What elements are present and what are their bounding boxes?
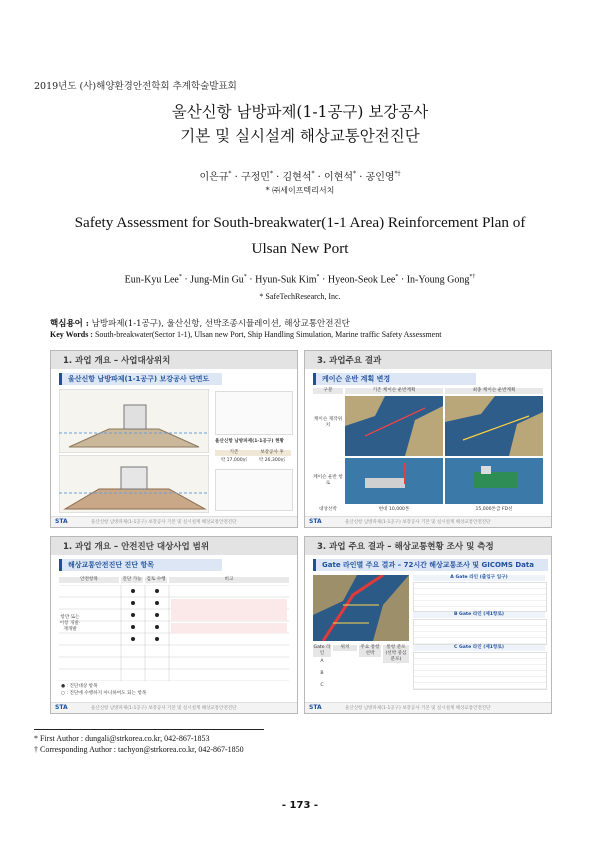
keywords-kr-label: 핵심용어 :	[50, 319, 89, 329]
slide1-col-after: 보강공사 후	[253, 450, 291, 456]
slide-header	[51, 351, 297, 369]
keywords-kr	[50, 317, 350, 329]
gate-b-table	[413, 619, 547, 645]
row-label-vessel: 대상선박	[319, 507, 337, 512]
slide-subtitle: 케이슨 운반 계획 변경	[322, 375, 391, 383]
slide-subtitle: Gate 라인별 주요 결과 – 72시간 해상교통조사 및 GICOMS Data	[322, 561, 534, 569]
author-mark: *	[395, 274, 399, 280]
footer-caption: 울산신항 남방파제(1-1공구) 보강공사 기본 및 실시설계 해상교통안전진단	[345, 706, 491, 711]
title-en-line1: Safety Assessment for South-breakwater(1-1 Area) Reinforcement Plan of	[74, 214, 526, 231]
col-vessel: 주요 통항선박	[360, 645, 380, 656]
legend-not-required: ○ : 진단에 수행하지 아니하여도 되는 항목	[61, 691, 147, 696]
footnote-text: dungali@strkorea.co.kr, 042-867-1853	[85, 734, 210, 743]
gate-a-header: A Gate 라인 (출입구 입구)	[413, 575, 545, 581]
slide-footer	[305, 702, 551, 713]
keywords-en-label: Key Words :	[50, 330, 93, 339]
author-mark: *	[311, 170, 315, 178]
slide1-val-after: 약 26,300㎥	[258, 458, 286, 463]
author-mark: *†	[394, 170, 401, 178]
author-en: Eun-Kyu Lee	[124, 274, 179, 286]
final-plan-map	[445, 396, 543, 456]
slide-footer	[51, 516, 297, 527]
slide-subtitle: 해상교통안전진단 진단 항목	[68, 561, 155, 569]
row-group-label: 항만 또는 어항 개발·재개발	[59, 615, 81, 632]
author-mark: *	[353, 170, 357, 178]
slide1-col-existing: 기존	[215, 450, 253, 456]
existing-plan-map	[345, 396, 443, 456]
author-kr: 김현석	[282, 172, 312, 183]
title-kr-line1: 울산신항 남방파제(1-1공구) 보강공사	[171, 103, 429, 121]
slide-subtitle-bar	[59, 373, 222, 385]
legend-target: ● : 진단대상 항목	[61, 684, 98, 689]
col-header-existing-plan: 기존 케이슨 운반계획	[345, 388, 443, 394]
gate-line-map	[313, 575, 409, 641]
gate-a-table	[413, 582, 547, 612]
author-mark: *	[316, 274, 320, 280]
slide-title: 1. 과업 개요 – 사업대상위치	[63, 356, 171, 366]
footnote-rule	[34, 729, 264, 730]
existing-section-drawing	[59, 389, 209, 453]
title-kr-line2: 기본 및 실시설계 해상교통안전진단	[180, 127, 420, 145]
col-header-performed: 검토 수행	[146, 577, 166, 582]
affiliation-kr: * ㈜세이프텍리서치	[265, 186, 335, 195]
row-label-route: 케이슨 운반 항로	[313, 475, 343, 486]
title-en-line2: Ulsan New Port	[251, 240, 349, 257]
footnote-label: Corresponding Author :	[40, 745, 116, 754]
col-location: 위치	[333, 645, 357, 651]
author-en: Hyun-Suk Kim	[255, 274, 317, 286]
slide-header	[305, 537, 551, 555]
col-header-category: 구분	[313, 388, 343, 394]
authors-kr: 이은규* · 구정민* · 김현석* · 이현석* · 공인영*†	[199, 170, 401, 183]
slide-subtitle: 울산신항 남방파제(1-1공구) 보강공사 단면도	[68, 375, 210, 383]
slide-main-results	[304, 350, 552, 528]
slide-assessment-scope	[50, 536, 298, 714]
row-gate-a: A	[320, 659, 324, 664]
author-en: Hyeon-Seok Lee	[327, 274, 396, 286]
final-vessel: 15,000톤급 FD선	[475, 507, 513, 512]
author-mark: *	[243, 274, 247, 280]
footnote-text: tachyon@strkorea.co.kr, 042-867-1850	[118, 745, 244, 754]
slide-subtitle-bar	[59, 559, 222, 571]
slide1-table-title: 울산신항 남방파제(1-1공구) 현황	[215, 439, 284, 444]
col-header-item: 안전항목	[59, 577, 119, 583]
title-en	[30, 210, 570, 262]
author-kr: 공인영	[365, 172, 395, 183]
author-kr: 이현석	[324, 172, 354, 183]
slide-title: 3. 과업 주요 결과 – 해상교통현황 조사 및 측정	[317, 542, 494, 552]
sta-logo: STA	[309, 518, 322, 525]
row-gate-c: C	[320, 683, 324, 688]
col-gate: Gate 라인	[313, 645, 331, 656]
author-en: Jung-Min Gu	[190, 274, 244, 286]
slide-subtitle-bar	[313, 373, 476, 385]
author-mark: *	[269, 170, 273, 178]
slide1-description	[215, 391, 293, 435]
col-distribution: 통항 분포 (선박 중심 분포)	[383, 645, 409, 663]
slide1-val-existing: 약 17,000㎥	[220, 458, 248, 463]
affiliation-en: * SafeTechResearch, Inc.	[259, 292, 341, 301]
gate-b-header: B Gate 라인 (제1항로)	[413, 612, 545, 618]
author-mark: *	[228, 170, 232, 178]
footnote-mark: †	[34, 745, 38, 754]
author-mark: *†	[469, 274, 476, 280]
page-number: - 173 -	[281, 800, 319, 811]
footnote-mark: *	[34, 734, 38, 743]
keywords-en	[50, 330, 441, 339]
slide-subtitle-bar	[313, 559, 548, 571]
footnote-label: First Author :	[40, 734, 84, 743]
slide-header	[51, 537, 297, 555]
existing-vessel: 현대 10,000톤	[378, 507, 410, 512]
planned-section-drawing	[59, 455, 209, 513]
footer-caption: 울산신항 남방파제(1-1공구) 보강공사 기본 및 실시설계 해상교통안전진단	[91, 520, 237, 525]
col-header-final-plan: 최종 케이슨 운반계획	[445, 388, 543, 394]
author-en: In-Young Gong	[406, 274, 470, 286]
keywords-en-text: South-breakwater(Sector 1-1), Ulsan new Port, Ship Handling Simulation, Marine traffic Safety Assessment	[94, 330, 442, 339]
sta-logo: STA	[309, 704, 322, 711]
final-route-photo	[445, 458, 543, 504]
scope-table-grid	[59, 585, 289, 681]
col-header-possible: 진단 가능	[122, 577, 142, 582]
footnote-corresponding-author	[34, 745, 244, 754]
author-mark: *	[178, 274, 182, 280]
slide-footer	[51, 702, 297, 713]
slide-header	[305, 351, 551, 369]
keywords-kr-text: 남방파제(1-1공구), 울산신항, 선박조종시뮬레이션, 해상교통안전진단	[91, 319, 350, 329]
slide-title: 3. 과업주요 결과	[317, 356, 382, 366]
footnote-first-author	[34, 734, 209, 743]
authors-en: Eun-Kyu Lee* · Jung-Min Gu* · Hyun-Suk Kim* · Hyeon-Seok Lee* · In-Young Gong*†	[124, 274, 476, 286]
slide-footer	[305, 516, 551, 527]
slide-title: 1. 과업 개요 – 안전진단 대상사업 범위	[63, 542, 210, 552]
slide1-note	[215, 469, 293, 511]
gate-c-header: C Gate 라인 (제1항로)	[413, 645, 545, 651]
sta-logo: STA	[55, 518, 68, 525]
footer-caption: 울산신항 남방파제(1-1공구) 보강공사 기본 및 실시설계 해상교통안전진단	[91, 706, 237, 711]
author-kr: 구정민	[240, 172, 270, 183]
author-kr: 이은규	[199, 172, 229, 183]
row-label-fabrication: 케이슨 제작위치	[313, 417, 343, 428]
footer-caption: 울산신항 남방파제(1-1공구) 보강공사 기본 및 실시설계 해상교통안전진단	[345, 520, 491, 525]
existing-route-photo	[345, 458, 443, 504]
col-header-remark: 비고	[169, 577, 289, 583]
sta-logo: STA	[55, 704, 68, 711]
slide-project-location	[50, 350, 298, 528]
conference-header: 2019년도 (사)해양환경안전학회 추계학술발표회	[34, 81, 237, 92]
slide-traffic-survey	[304, 536, 552, 714]
row-gate-b: B	[320, 671, 324, 676]
gate-c-table	[413, 652, 547, 690]
